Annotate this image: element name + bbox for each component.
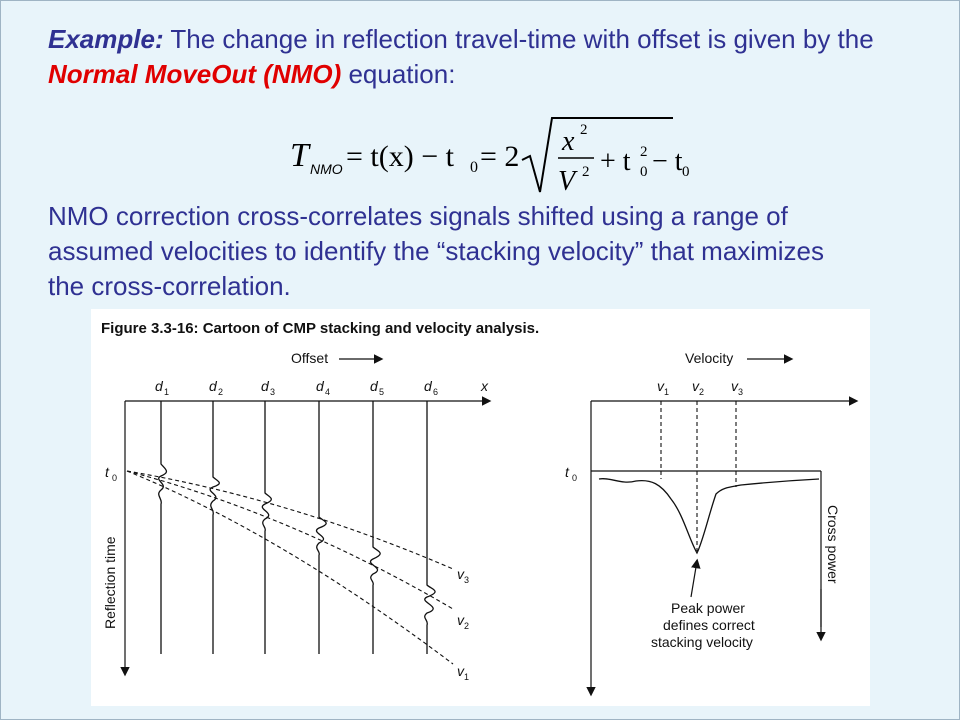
trace-sub-4: 4 (325, 387, 331, 397)
eq-T: T (290, 137, 309, 174)
left-panel (102, 350, 489, 682)
trace-5 (370, 401, 380, 654)
peak-line-1: Peak power (671, 600, 745, 616)
right-t0-label: t (565, 464, 569, 480)
trace-sub-2: 2 (218, 387, 224, 397)
right-t0-sub: 0 (572, 473, 578, 483)
velocity-guides (661, 401, 736, 551)
cross-power-label: Cross power (825, 505, 841, 584)
trace-labels (155, 378, 438, 397)
eq-t0-sub-2: 0 (682, 164, 690, 180)
trace-label-4: d (316, 378, 324, 394)
curve-sub-v3: 3 (464, 575, 470, 585)
trace-sub-6: 6 (433, 387, 439, 397)
right-panel (565, 350, 856, 694)
offset-label: Offset (291, 350, 329, 366)
trace-label-3: d (261, 378, 269, 394)
trace-6 (425, 401, 435, 654)
vel-sub-1: 1 (664, 387, 670, 397)
left-t0-sub: 0 (112, 473, 118, 483)
trace-2 (210, 401, 219, 654)
sqrt-sign (522, 118, 673, 192)
eq-minus-t: − t (652, 146, 683, 177)
nmo-term: Normal MoveOut (NMO) (48, 59, 342, 89)
intro-paragraph (48, 22, 928, 92)
vel-sub-2: 2 (699, 387, 705, 397)
eq-V-exp: 2 (582, 164, 590, 180)
trace-label-6: d (424, 378, 432, 394)
body-paragraph: NMO correction cross-correlates signals shifted using a range of assumed velocities to identify the “stacking velocity” that maximizes the cross-correlation. (48, 201, 824, 301)
nmo-equation (290, 110, 690, 200)
curve-v1 (127, 471, 453, 664)
moveout-curves (127, 471, 453, 664)
eq-plus-t: + t (600, 146, 631, 177)
intro-part2: equation: (341, 59, 456, 89)
curve-sub-v1: 1 (464, 672, 470, 682)
eq-t0-sub-1: 0 (640, 164, 648, 180)
vel-label-2: v (692, 378, 699, 394)
peak-line-2: defines correct (663, 617, 755, 633)
trace-sub-5: 5 (379, 387, 385, 397)
eq-zero-sub: 0 (470, 159, 478, 176)
reflection-time-label: Reflection time (102, 536, 118, 629)
peak-line-3: stacking velocity (651, 634, 753, 650)
trace-label-5: d (370, 378, 378, 394)
velocity-label: Velocity (685, 350, 734, 366)
curve-v2 (127, 471, 453, 609)
figure-title: Figure 3.3-16: Cartoon of CMP stacking and velocity analysis. (101, 320, 540, 337)
curve-label-v2: v (457, 612, 464, 628)
eq-V: V (558, 166, 576, 197)
seismic-traces (159, 401, 435, 654)
trace-sub-3: 3 (270, 387, 276, 397)
peak-arrow (691, 561, 697, 597)
left-t0-label: t (105, 464, 109, 480)
cmp-figure (91, 309, 870, 706)
x-axis-var: x (481, 378, 488, 394)
intro-part1: The change in reflection travel-time with offset is given by the (163, 24, 874, 54)
curve-sub-v2: 2 (464, 621, 470, 631)
cross-power-curve (599, 479, 819, 553)
trace-1 (159, 401, 167, 654)
eq-part2: = 2 (480, 140, 520, 173)
eq-t0-exp: 2 (640, 144, 648, 160)
curve-label-v1: v (457, 663, 464, 679)
trace-label-2: d (209, 378, 217, 394)
example-label: Example: (48, 24, 164, 54)
curve-label-v3: v (457, 566, 464, 582)
trace-3 (262, 401, 271, 654)
trace-label-1: d (155, 378, 163, 394)
curve-v3 (127, 471, 453, 569)
vel-label-1: v (657, 378, 664, 394)
trace-sub-1: 1 (164, 387, 170, 397)
eq-part1: = t(x) − t (346, 140, 454, 173)
eq-nmo-sub: NMO (310, 161, 343, 177)
vel-sub-3: 3 (738, 387, 744, 397)
eq-x: x (562, 126, 575, 157)
vel-label-3: v (731, 378, 738, 394)
eq-x-exp: 2 (580, 122, 588, 138)
trace-4 (316, 401, 326, 654)
